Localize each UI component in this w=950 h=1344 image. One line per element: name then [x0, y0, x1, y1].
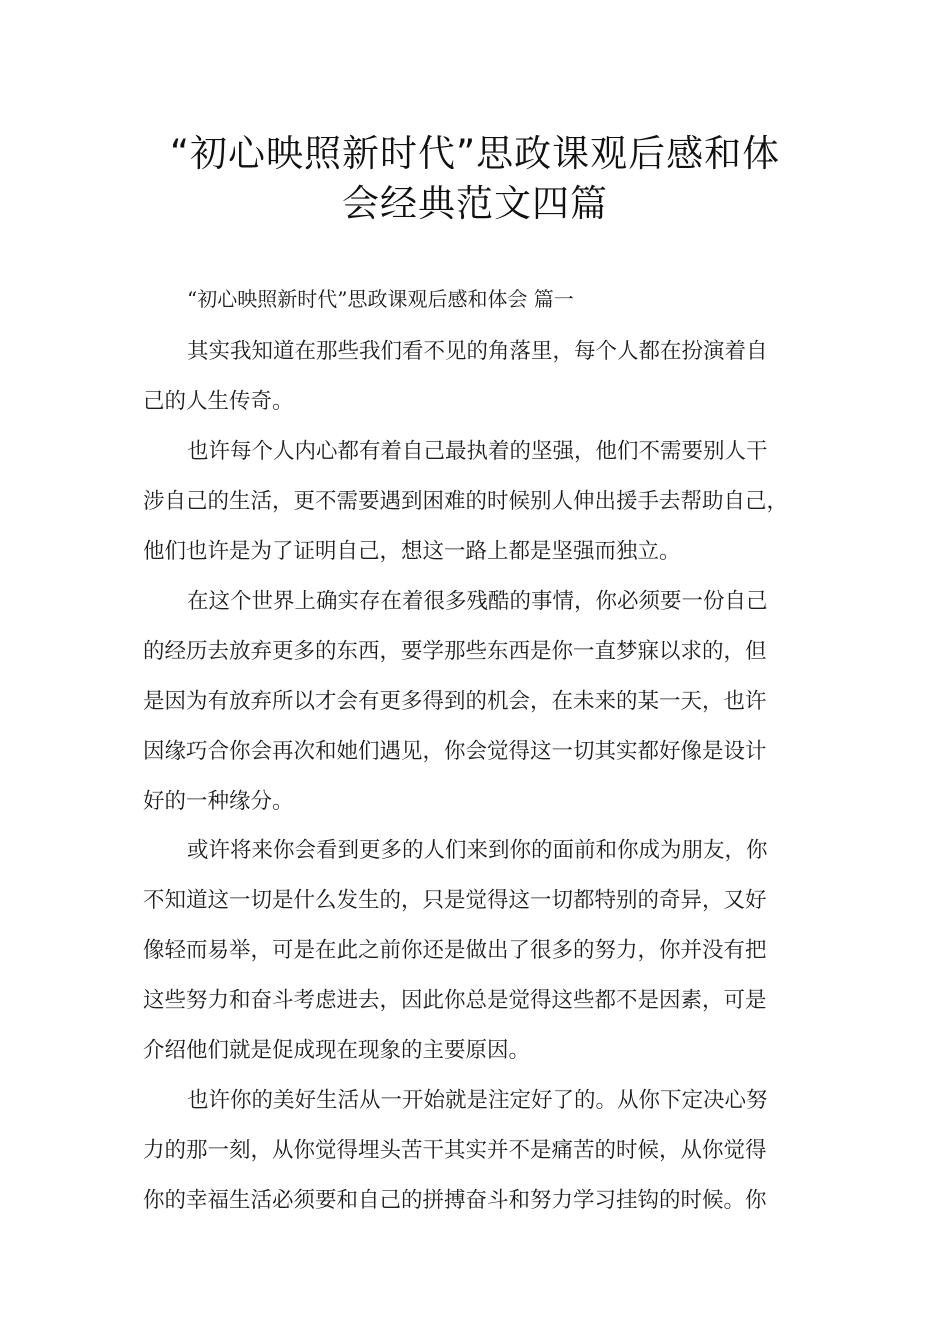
- text-line: 他们也许是为了证明自己，想这一路上都是坚强而独立。: [143, 539, 681, 564]
- text-line: 好的一种缘分。: [143, 789, 294, 814]
- text-line: 是因为有放弃所以才会有更多得到的机会，在未来的某一天，也许: [143, 689, 767, 714]
- document-title-line-2: 会经典范文四篇: [342, 182, 608, 225]
- text-line: 己的人生传奇。: [143, 389, 294, 414]
- text-line: 因缘巧合你会再次和她们遇见，你会觉得这一切其实都好像是设计: [143, 739, 767, 764]
- section-heading: “初心映照新时代”思政课观后感和体会 篇一: [187, 287, 574, 311]
- text-line: 介绍他们就是促成现在现象的主要原因。: [143, 1038, 531, 1063]
- text-line: 的经历去放弃更多的东西，要学那些东西是你一直梦寐以求的，但: [143, 639, 767, 664]
- text-line: 涉自己的生活，更不需要遇到困难的时候别人伸出援手去帮助自己，: [143, 489, 789, 514]
- text-line: 也许每个人内心都有着自己最执着的坚强，他们不需要别人干: [187, 439, 768, 464]
- text-line: 也许你的美好生活从一开始就是注定好了的。从你下定决心努: [187, 1088, 768, 1113]
- document-title-line-1: “初心映照新时代”思政课观后感和体: [169, 132, 781, 175]
- text-line: 其实我知道在那些我们看不见的角落里，每个人都在扮演着自: [187, 339, 768, 364]
- text-line: 不知道这一切是什么发生的，只是觉得这一切都特别的奇异，又好: [143, 888, 767, 913]
- text-line: 这些努力和奋斗考虑进去，因此你总是觉得这些都不是因素，可是: [143, 988, 767, 1013]
- text-line: 或许将来你会看到更多的人们来到你的面前和你成为朋友，你: [187, 838, 768, 863]
- text-line: 你的幸福生活必须要和自己的拼搏奋斗和努力学习挂钩的时候。你: [143, 1188, 767, 1213]
- text-line: 力的那一刻，从你觉得埋头苦干其实并不是痛苦的时候，从你觉得: [143, 1138, 767, 1163]
- text-line: 在这个世界上确实存在着很多残酷的事情，你必须要一份自己: [187, 589, 768, 614]
- text-line: 像轻而易举，可是在此之前你还是做出了很多的努力，你并没有把: [143, 938, 767, 963]
